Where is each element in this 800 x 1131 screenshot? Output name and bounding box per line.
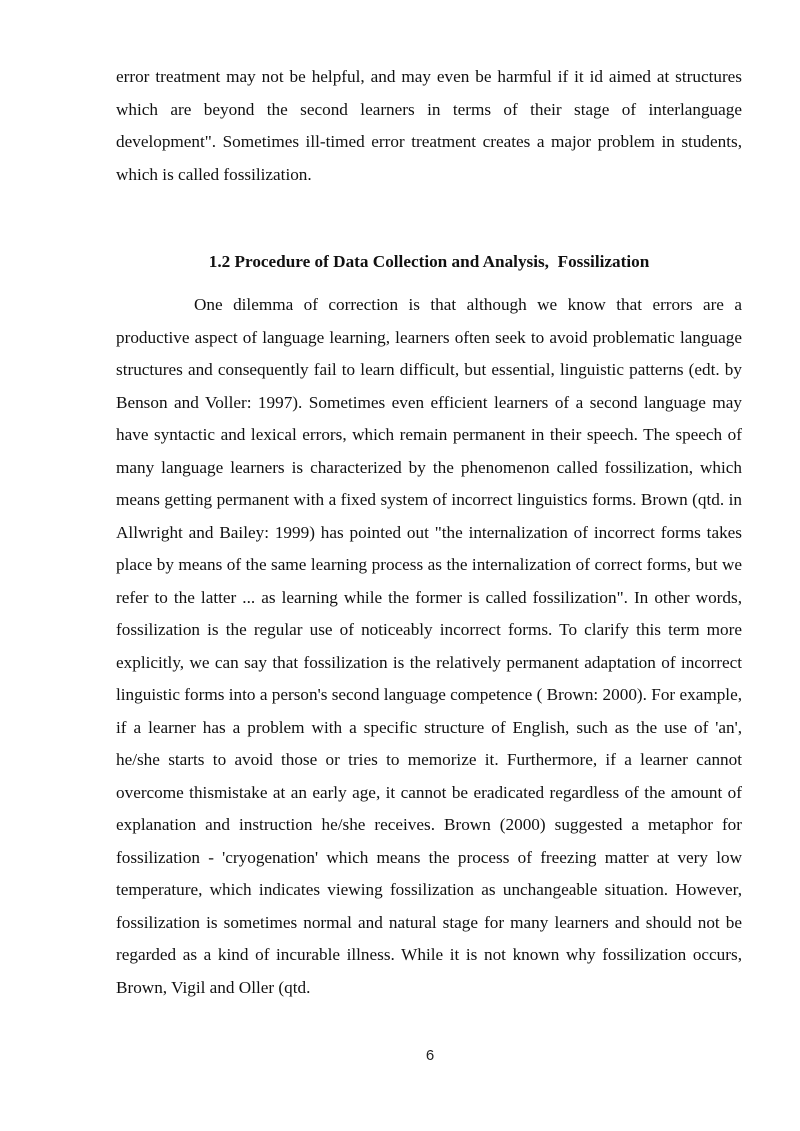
page-number: 6 bbox=[425, 1047, 435, 1064]
main-paragraph bbox=[116, 289, 742, 1004]
section-heading: 1.2 Procedure of Data Collection and Analysis, Fossilization bbox=[208, 252, 650, 271]
main-paragraph-text: One dilemma of correction is that although we know that errors are a productive aspect of language learning, learners often seek to avoid problematic language structures and consequently fail to learn difficult, but essential, linguistic patterns (edt. by Benson and Voller: 1997). Sometimes even efficient learners of a second language may have syntactic and lexical errors, which remain permanent in their speech. The speech of many language learners is characterized by the phenomenon called fossilization, which means getting permanent with a fixed system of incorrect linguistics forms. Brown (qtd. in Allwright and Bailey: 1999) has pointed out "the internalization of incorrect forms takes place by means of the same learning process as the internalization of correct forms, but we refer to the latter ... as learning while the former is called fossilization". In other words, fossilization is the regular use of noticeably incorrect forms. To clarify this term more explicitly, we can say that fossilization is the relatively permanent adaptation of incorrect linguistic forms into a person's second language competence ( Brown: 2000). For example, if a learner has a problem with a specific structure of English, such as the use of 'an', he/she starts to avoid those or tries to memorize it. Furthermore, if a learner cannot overcome thismistake at an early age, it cannot be eradicated regardless of the amount of explanation and instruction he/she receives. Brown (2000) suggested a metaphor for fossilization - 'cryogenation' which means the process of freezing matter at very low temperature, which indicates viewing fossilization as unchangeable situation. However, fossilization is sometimes normal and natural stage for many learners and should not be regarded as a kind of incurable illness. While it is not known why fossilization occurs, Brown, Vigil and Oller (qtd. bbox=[116, 295, 742, 997]
continued-paragraph: error treatment may not be helpful, and may even be harmful if it id aimed at structures which are beyond the second learners in terms of their stage of interlanguage development". Sometimes ill-timed error treatment creates a major problem in students, which is called fossilization. bbox=[116, 67, 742, 184]
